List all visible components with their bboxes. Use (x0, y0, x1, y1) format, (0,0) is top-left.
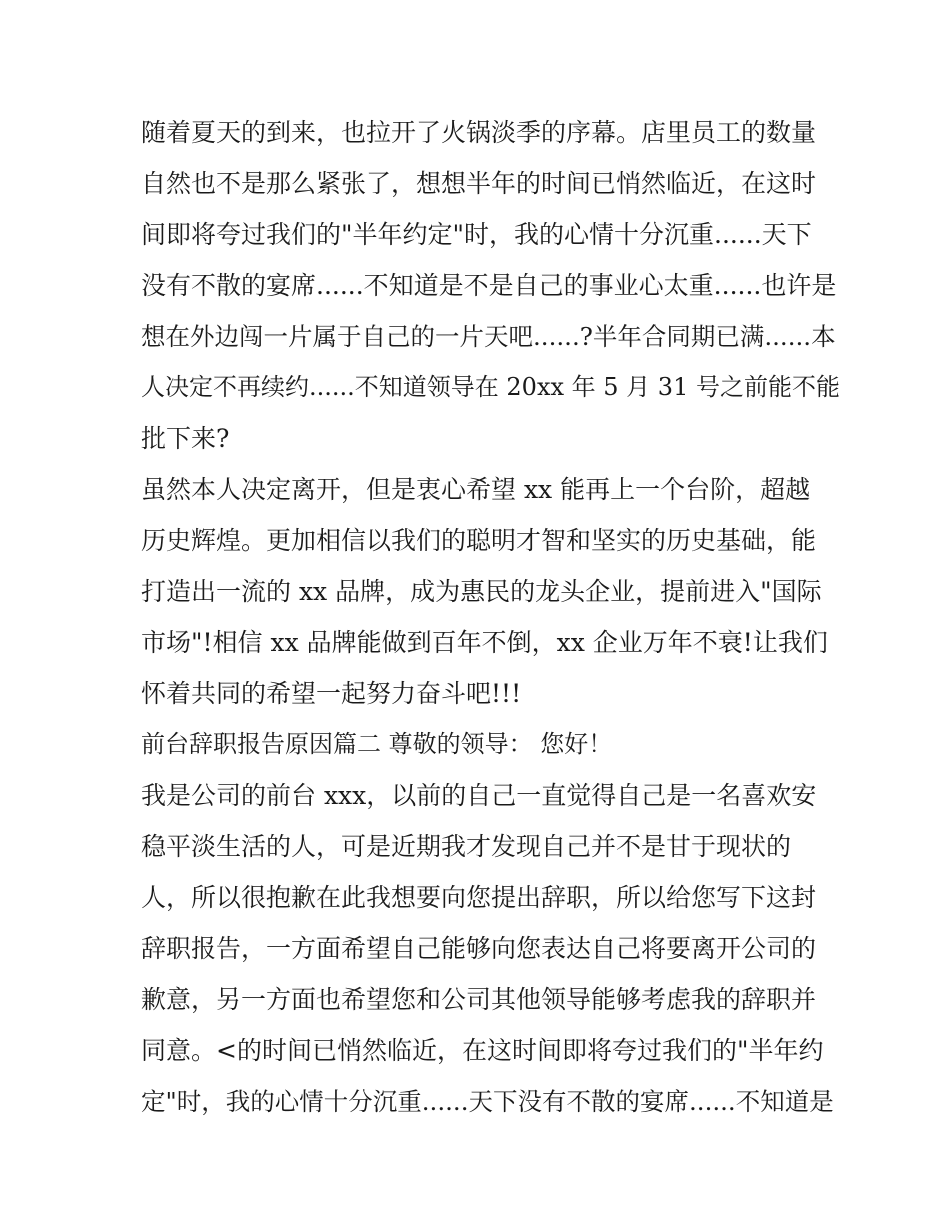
text-line-9: 历史辉煌。更加相信以我们的聪明才智和坚实的历史基础，能 (141, 526, 817, 555)
text-line-19: 同意。<的时间已悄然临近，在这时间即将夸过我们的"半年约 (141, 1036, 824, 1065)
text-line-15: 稳平淡生活的人，可是近期我才发现自己并不是甘于现状的 (141, 832, 792, 861)
text-line-14: 我是公司的前台 xxx，以前的自己一直觉得自己是一名喜欢安 (141, 781, 817, 810)
text-line-10: 打造出一流的 xx 品牌，成为惠民的龙头企业，提前进入"国际 (141, 577, 822, 606)
text-line-16: 人，所以很抱歉在此我想要向您提出辞职，所以给您写下这封 (141, 883, 817, 912)
text-line-1: 随着夏天的到来，也拉开了火锅淡季的序幕。店里员工的数量 (141, 118, 817, 147)
text-line-18: 歉意，另一方面也希望您和公司其他领导能够考虑我的辞职并 (141, 985, 817, 1014)
document-body (141, 107, 841, 1127)
text-line-5: 想在外边闯一片属于自己的一片天吧......?半年合同期已满......本 (141, 322, 836, 351)
text-line-7: 批下来? (141, 424, 230, 453)
text-line-3: 间即将夸过我们的"半年约定"时，我的心情十分沉重......天下 (141, 220, 812, 249)
text-line-2: 自然也不是那么紧张了，想想半年的时间已悄然临近，在这时 (141, 169, 817, 198)
text-line-12: 怀着共同的希望一起努力奋斗吧!!! (141, 679, 522, 708)
text-line-20: 定"时，我的心情十分沉重......天下没有不散的宴席......不知道是 (141, 1087, 834, 1116)
section-heading: 前台辞职报告原因篇二 尊敬的领导： 您好！ (141, 730, 613, 758)
text-line-6: 人决定不再续约......不知道领导在 20xx 年 5 月 31 号之前能不能 (141, 373, 840, 401)
text-line-17: 辞职报告，一方面希望自己能够向您表达自己将要离开公司的 (141, 934, 817, 963)
text-line-4: 没有不散的宴席......不知道是不是自己的事业心太重......也许是 (141, 271, 837, 300)
text-line-11: 市场"!相信 xx 品牌能做到百年不倒，xx 企业万年不衰!让我们 (141, 628, 828, 657)
text-line-8: 虽然本人决定离开，但是衷心希望 xx 能再上一个台阶，超越 (141, 475, 811, 504)
